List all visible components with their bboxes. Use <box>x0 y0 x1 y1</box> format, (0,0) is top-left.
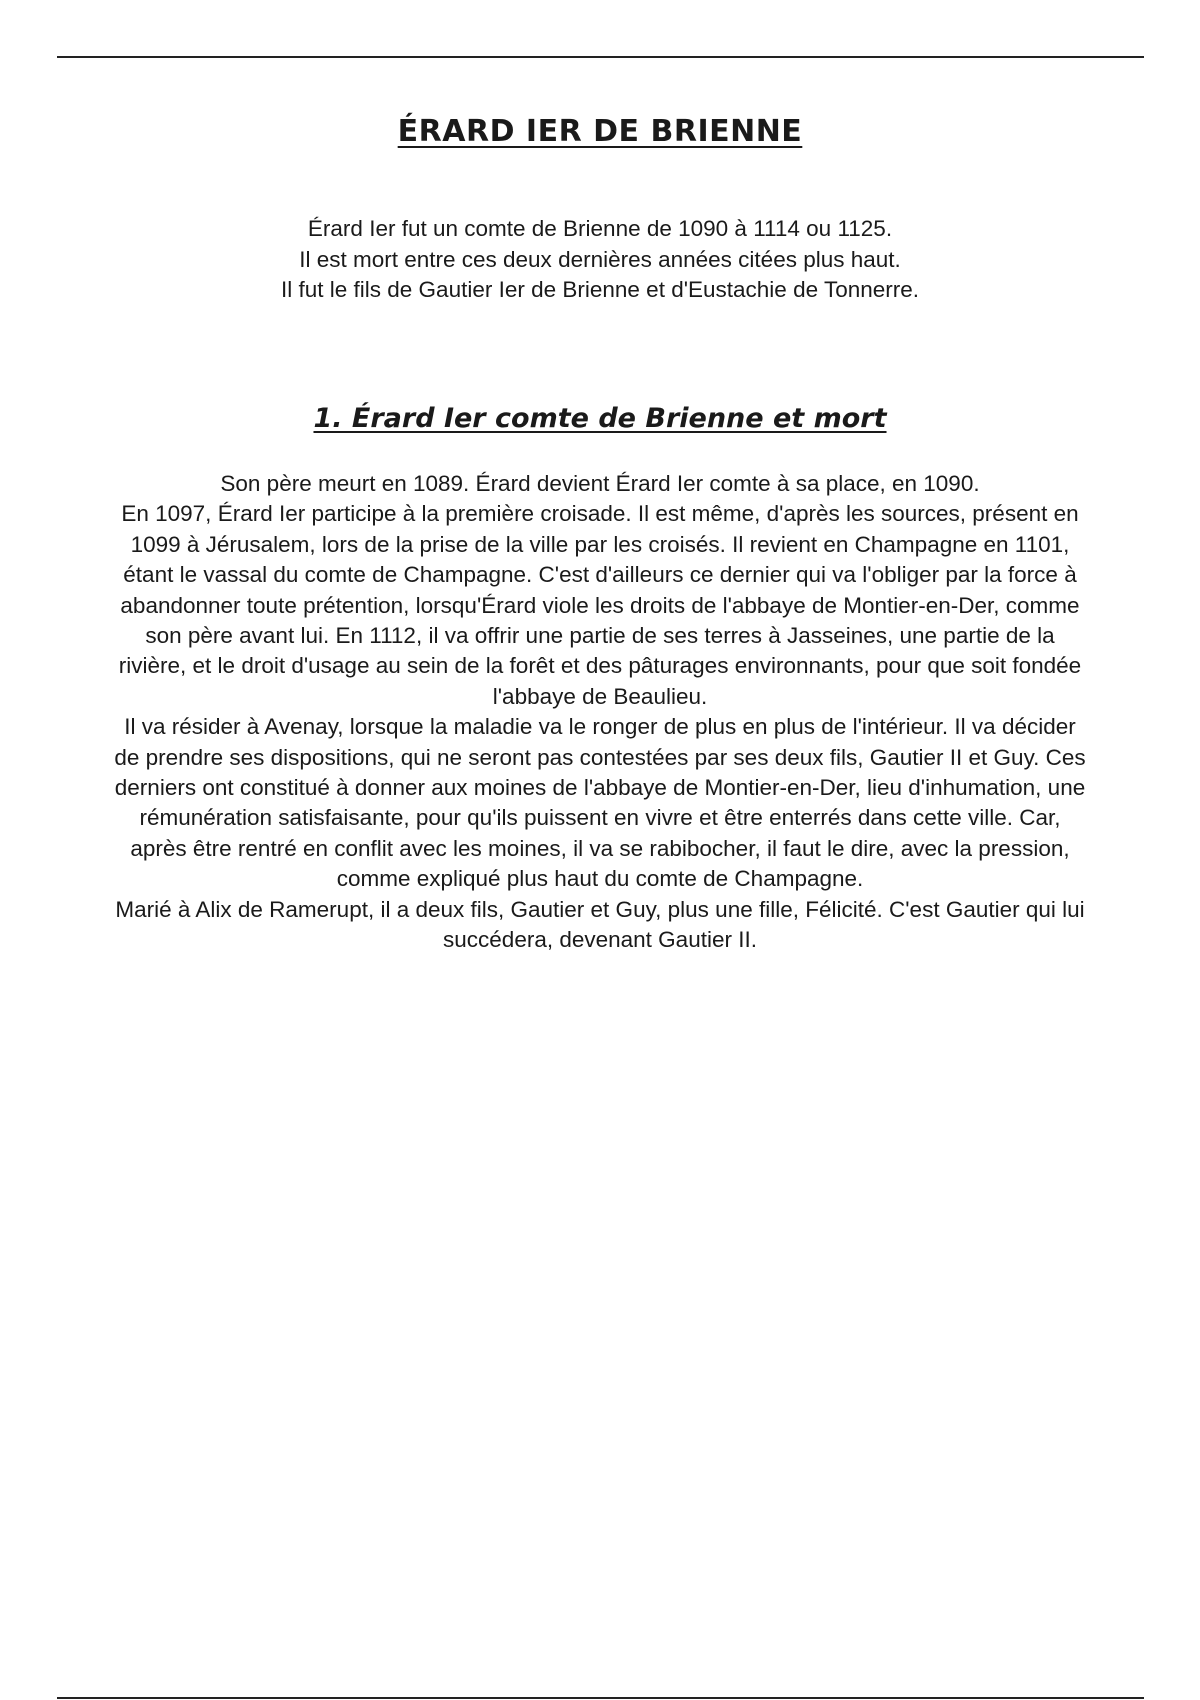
page-title: ÉRARD IER DE BRIENNE <box>397 114 803 149</box>
intro-block <box>0 214 1200 306</box>
intro-line: Érard Ier fut un comte de Brienne de 1090 à 1114 ou 1125. <box>307 216 893 241</box>
section-heading: 1. Érard Ier comte de Brienne et mort <box>313 403 887 434</box>
body-paragraph: En 1097, Érard Ier participe à la première croisade. Il est même, d'après les sources, présent en 1099 à Jérusalem, lors de la prise de la ville par les croisés. Il revient en Champagne en 1101, étant le vassal du comte de Champagne. C'est d'ailleurs ce dernier qui va l'obliger par la force à abandonner toute prétention, lorsqu'Érard viole les droits de l'abbaye de Montier-en-Der, comme son père avant lui. En 1112, il va offrir une partie de ses terres à Jasseines, une partie de la rivière, et le droit d'usage au sein de la forêt et des pâturages environnants, pour que soit fondée l'abbaye de Beaulieu. <box>118 501 1082 709</box>
bottom-divider <box>57 1697 1144 1699</box>
section-body <box>110 469 1090 956</box>
top-divider <box>57 56 1144 58</box>
intro-line: Il fut le fils de Gautier Ier de Brienne et d'Eustachie de Tonnerre. <box>281 277 919 302</box>
body-paragraph: Son père meurt en 1089. Érard devient Érard Ier comte à sa place, en 1090. <box>220 471 980 496</box>
body-paragraph: Il va résider à Avenay, lorsque la maladie va le ronger de plus en plus de l'intérieur. Il va décider de prendre ses dispositions, qui ne seront pas contestées par ses deux fils, Gautier II et Guy. Ces derniers ont constitué à donner aux moines de l'abbaye de Montier-en-Der, lieu d'inhumation, une rémunération satisfaisante, pour qu'ils puissent en vivre et être enterrés dans cette ville. Car, après être rentré en conflit avec les moines, il va se rabibocher, il faut le dire, avec la pression, comme expliqué plus haut du comte de Champagne. <box>114 714 1086 892</box>
intro-line: Il est mort entre ces deux dernières années citées plus haut. <box>299 246 901 272</box>
body-paragraph: Marié à Alix de Ramerupt, il a deux fils, Gautier et Guy, plus une fille, Félicité. C'est Gautier qui lui succédera, devenant Gautier II. <box>115 896 1085 953</box>
